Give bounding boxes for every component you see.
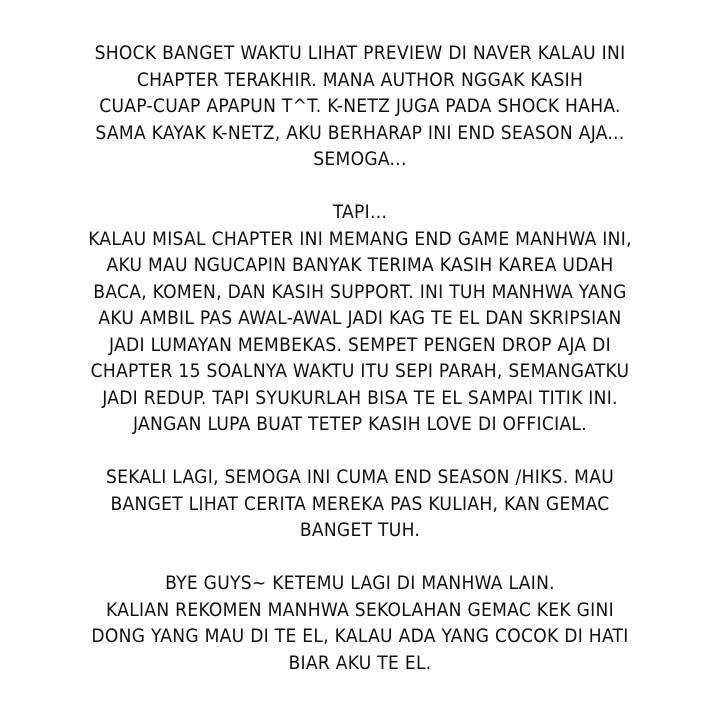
note-line: SEKALI LAGI, SEMOGA INI CUMA END SEASON /HIKS. MAU	[105, 466, 615, 488]
note-line: KALIAN REKOMEN MANHWA SEKOLAHAN GEMAC KEK GINI	[106, 598, 614, 621]
note-line: AKU AMBIL PAS AWAL-AWAL JADI KAG TE EL DAN SKRIPSIAN	[98, 307, 622, 329]
note-line: SAMA KAYAK K-NETZ, AKU BERHARAP INI END SEASON AJA...	[95, 121, 625, 144]
note-line: SHOCK BANGET WAKTU LIHAT PREVIEW DI NAVER KALAU INI	[94, 42, 626, 64]
paragraph-end-season	[20, 464, 700, 544]
paragraph-thanks	[20, 199, 700, 438]
note-line: CHAPTER 15 SOALNYA WAKTU ITU SEPI PARAH, SEMANGATKU	[90, 360, 630, 382]
paragraph-spacer	[20, 173, 700, 200]
note-line: TAPI...	[332, 201, 388, 223]
note-line: DONG YANG MAU DI TE EL, KALAU ADA YANG COCOK DI HATI	[91, 625, 629, 647]
paragraph-spacer	[20, 438, 700, 465]
note-line: BANGET LIHAT CERITA MEREKA PAS KULIAH, KAN GEMAC	[110, 492, 610, 515]
paragraph-spacer	[20, 544, 700, 571]
note-line: BYE GUYS~ KETEMU LAGI DI MANHWA LAIN.	[165, 572, 555, 594]
note-line: BACA, KOMEN, DAN KASIH SUPPORT. INI TUH MANHWA YANG	[93, 280, 627, 303]
note-line: AKU MAU NGUCAPIN BANYAK TERIMA KASIH KAREA UDAH	[106, 254, 614, 276]
paragraph-goodbye	[20, 570, 700, 676]
note-line: CUAP-CUAP APAPUN T^T. K-NETZ JUGA PADA SHOCK HAHA.	[99, 95, 621, 117]
note-line: BIAR AKU TE EL.	[288, 651, 432, 674]
note-line: CHAPTER TERAKHIR. MANA AUTHOR NGGAK KASIH	[136, 68, 584, 91]
note-line: KALAU MISAL CHAPTER INI MEMANG END GAME MANHWA INI,	[88, 227, 632, 250]
note-line: JANGAN LUPA BUAT TETEP KASIH LOVE DI OFFICIAL.	[133, 413, 587, 435]
note-line: BANGET TUH.	[299, 519, 421, 541]
note-line: JADI LUMAYAN MEMBEKAS. SEMPET PENGEN DROP AJA DI	[109, 333, 611, 356]
note-line: JADI REDUP. TAPI SYUKURLAH BISA TE EL SAMPAI TITIK INI.	[102, 386, 618, 409]
note-line: SEMOGA...	[313, 148, 407, 170]
paragraph-preview-shock	[20, 40, 700, 173]
translator-note	[20, 40, 700, 676]
